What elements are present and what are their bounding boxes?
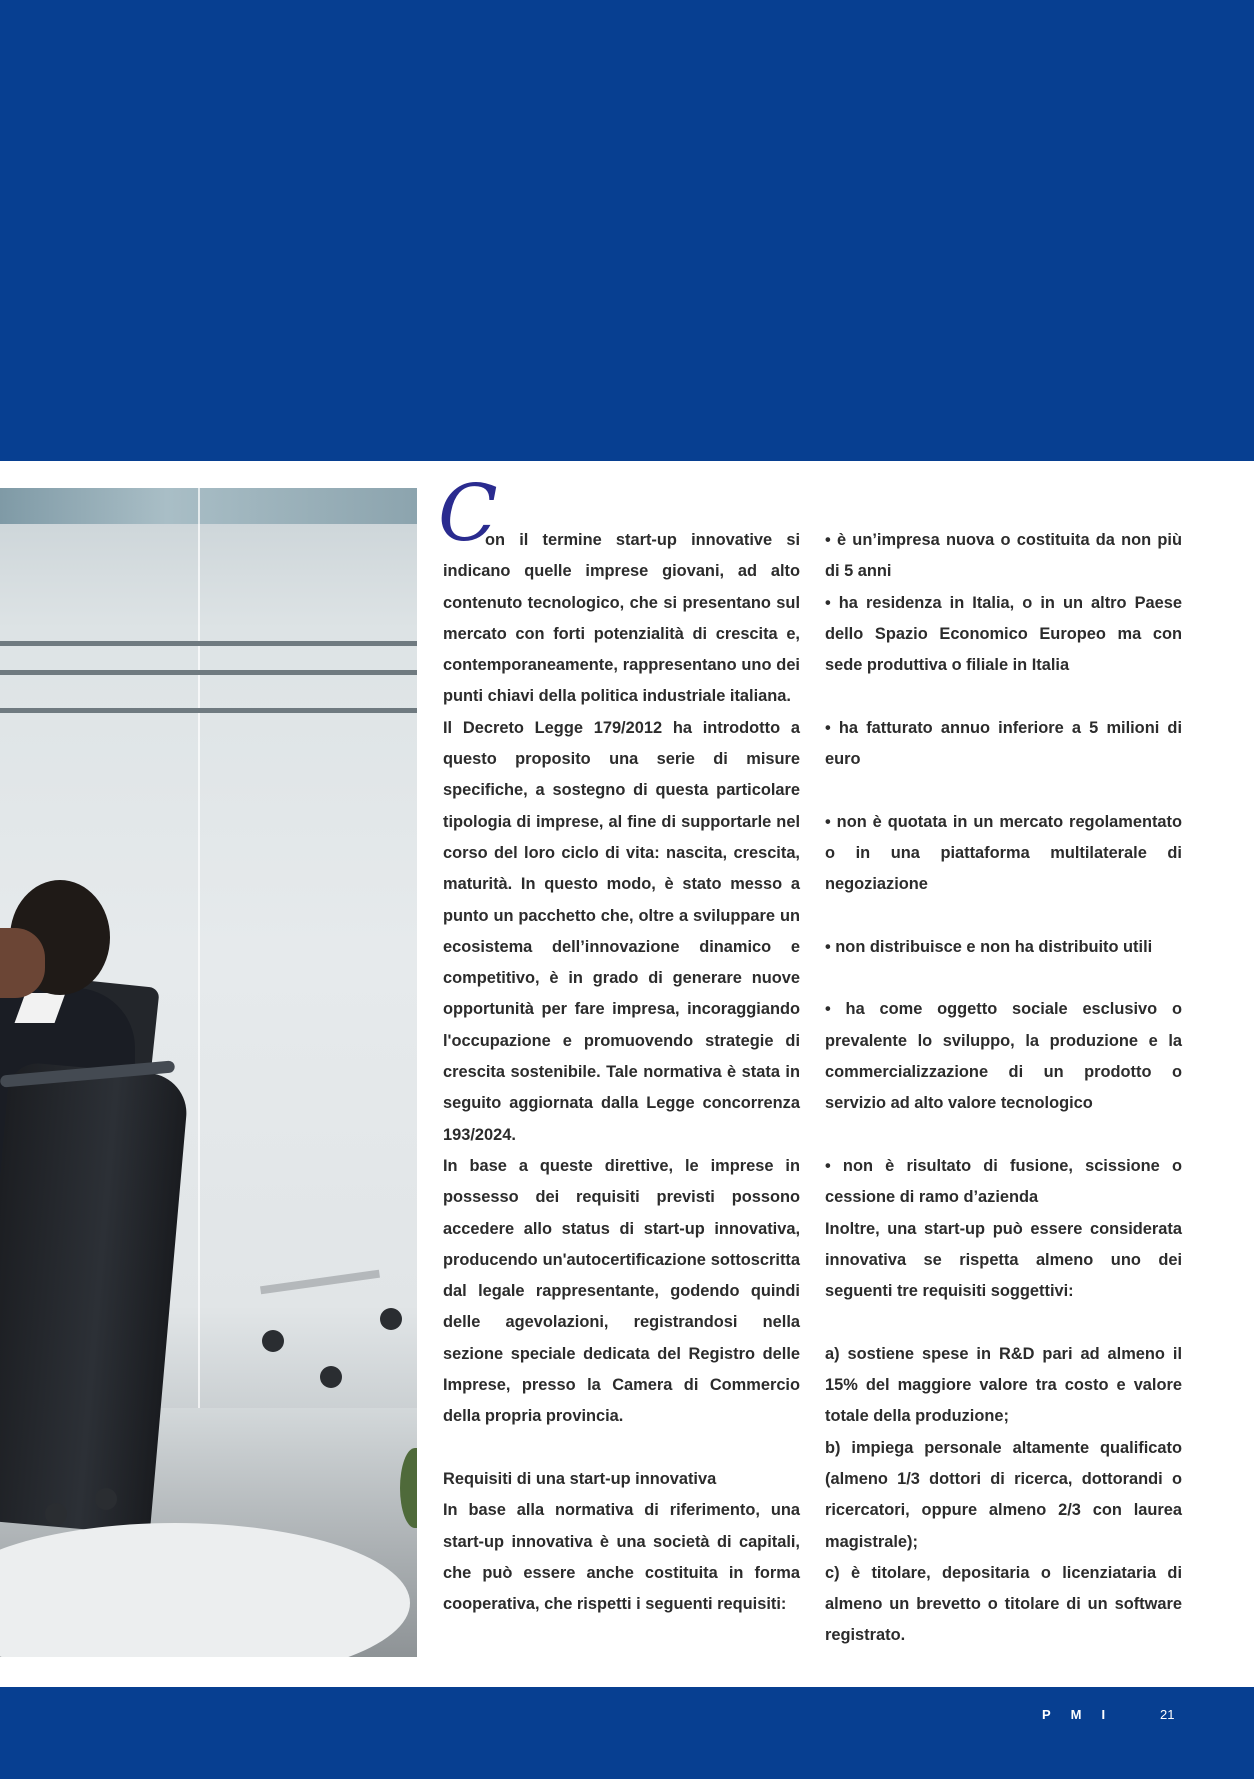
requirement-bullet: • non distribuisce e non ha distribuito utili [825, 937, 1153, 956]
subjective-requirement: b) impiega personale altamente qualificato (almeno 1/3 dottori di ricerca, dottorandi o ricercatori, oppure almeno 2/3 con laurea magistrale); [825, 1438, 1182, 1551]
decree-paragraph: Il Decreto Legge 179/2012 ha introdotto a questo proposito una serie di misure specifiche, a sostegno di questa particolare tipologia di imprese, al fine di supportarle nel corso del loro ciclo di vita: nascita, crescita, maturità. In questo modo, è stato messo a punto un pacchetto che, oltre a sviluppare un ecosistema dell’innovazione dinamico e competitivo, è in grado di generare nuove opportunità per fare impresa, incoraggiando l'occupazione e promuovendo strategie di crescita sostenibile. Tale normativa è stata in seguito aggiornata dalla Legge concorrenza 193/2024. [443, 718, 800, 1144]
requirement-bullet: • è un’impresa nuova o costituita da non più di 5 anni [825, 531, 1182, 581]
requirements-intro-paragraph: In base alla normativa di riferimento, una start-up innovativa è una società di capitali, che può essere anche costituita in forma cooperativa, che rispetti i seguenti requisiti: [443, 1501, 800, 1614]
requirement-bullet: • non è risultato di fusione, scissione o cessione di ramo d’azienda [825, 1156, 1182, 1207]
left-text-column [443, 525, 800, 1620]
subjective-requirements-intro: Inoltre, una start-up può essere considerata innovativa se rispetta almeno uno dei seguenti tre requisiti soggettivi: [825, 1219, 1182, 1301]
intro-paragraph: on il termine start-up innovative si indicano quelle imprese giovani, ad alto contenuto tecnologico, che si presentano sul mercato con forti potenzialità di crescita e, contemporaneamente, rappresentano uno dei punti chiavi della politica industriale italiana. [443, 531, 800, 706]
glass-stripe [0, 670, 417, 675]
top-color-band [0, 0, 1254, 461]
requirement-bullet: • ha come oggetto sociale esclusivo o prevalente lo sviluppo, la produzione e la commercializzazione di un prodotto o servizio ad alto valore tecnologico [825, 1000, 1182, 1113]
glass-stripe [0, 708, 417, 713]
footer-brand: PMI [1042, 1707, 1126, 1722]
subjective-requirement: c) è titolare, depositaria o licenziataria di almeno un brevetto o titolare di un software registrato. [825, 1563, 1182, 1645]
glass-stripe [0, 641, 417, 646]
requirement-bullet: • ha fatturato annuo inferiore a 5 milioni di euro [825, 718, 1182, 769]
svg-text:C: C [438, 476, 498, 552]
chair-wheel [45, 1503, 67, 1525]
chair-base [260, 1270, 380, 1295]
office-photo [0, 488, 417, 1657]
chair-wheel [320, 1366, 342, 1388]
chair-wheel [262, 1330, 284, 1352]
window-strip [0, 488, 417, 524]
subjective-requirement: a) sostiene spese in R&D pari ad almeno il 15% del maggiore valore tra costo e valore totale della produzione; [825, 1344, 1182, 1426]
footer-band [0, 1687, 1254, 1779]
chair-wheel [380, 1308, 402, 1330]
page-number: 21 [1160, 1707, 1175, 1722]
requirement-bullet: • non è quotata in un mercato regolamentato o in una piattaforma multilaterale di negoziazione [825, 812, 1182, 894]
right-text-column [825, 525, 1182, 1652]
section-heading: Requisiti di una start-up innovativa [443, 1469, 717, 1488]
directives-paragraph: In base a queste direttive, le imprese in possesso dei requisiti previsti possono accedere allo status di start-up innovativa, producendo un'autocertificazione sottoscritta dal legale rappresentante, godendo quindi delle agevolazioni, registrandosi nella sezione speciale dedicata del Registro delle Imprese, presso la Camera di Commercio della propria provincia. [443, 1156, 800, 1426]
requirement-bullet: • ha residenza in Italia, o in un altro Paese dello Spazio Economico Europeo ma con sede produttiva o filiale in Italia [825, 593, 1182, 675]
chair-wheel [95, 1488, 117, 1510]
